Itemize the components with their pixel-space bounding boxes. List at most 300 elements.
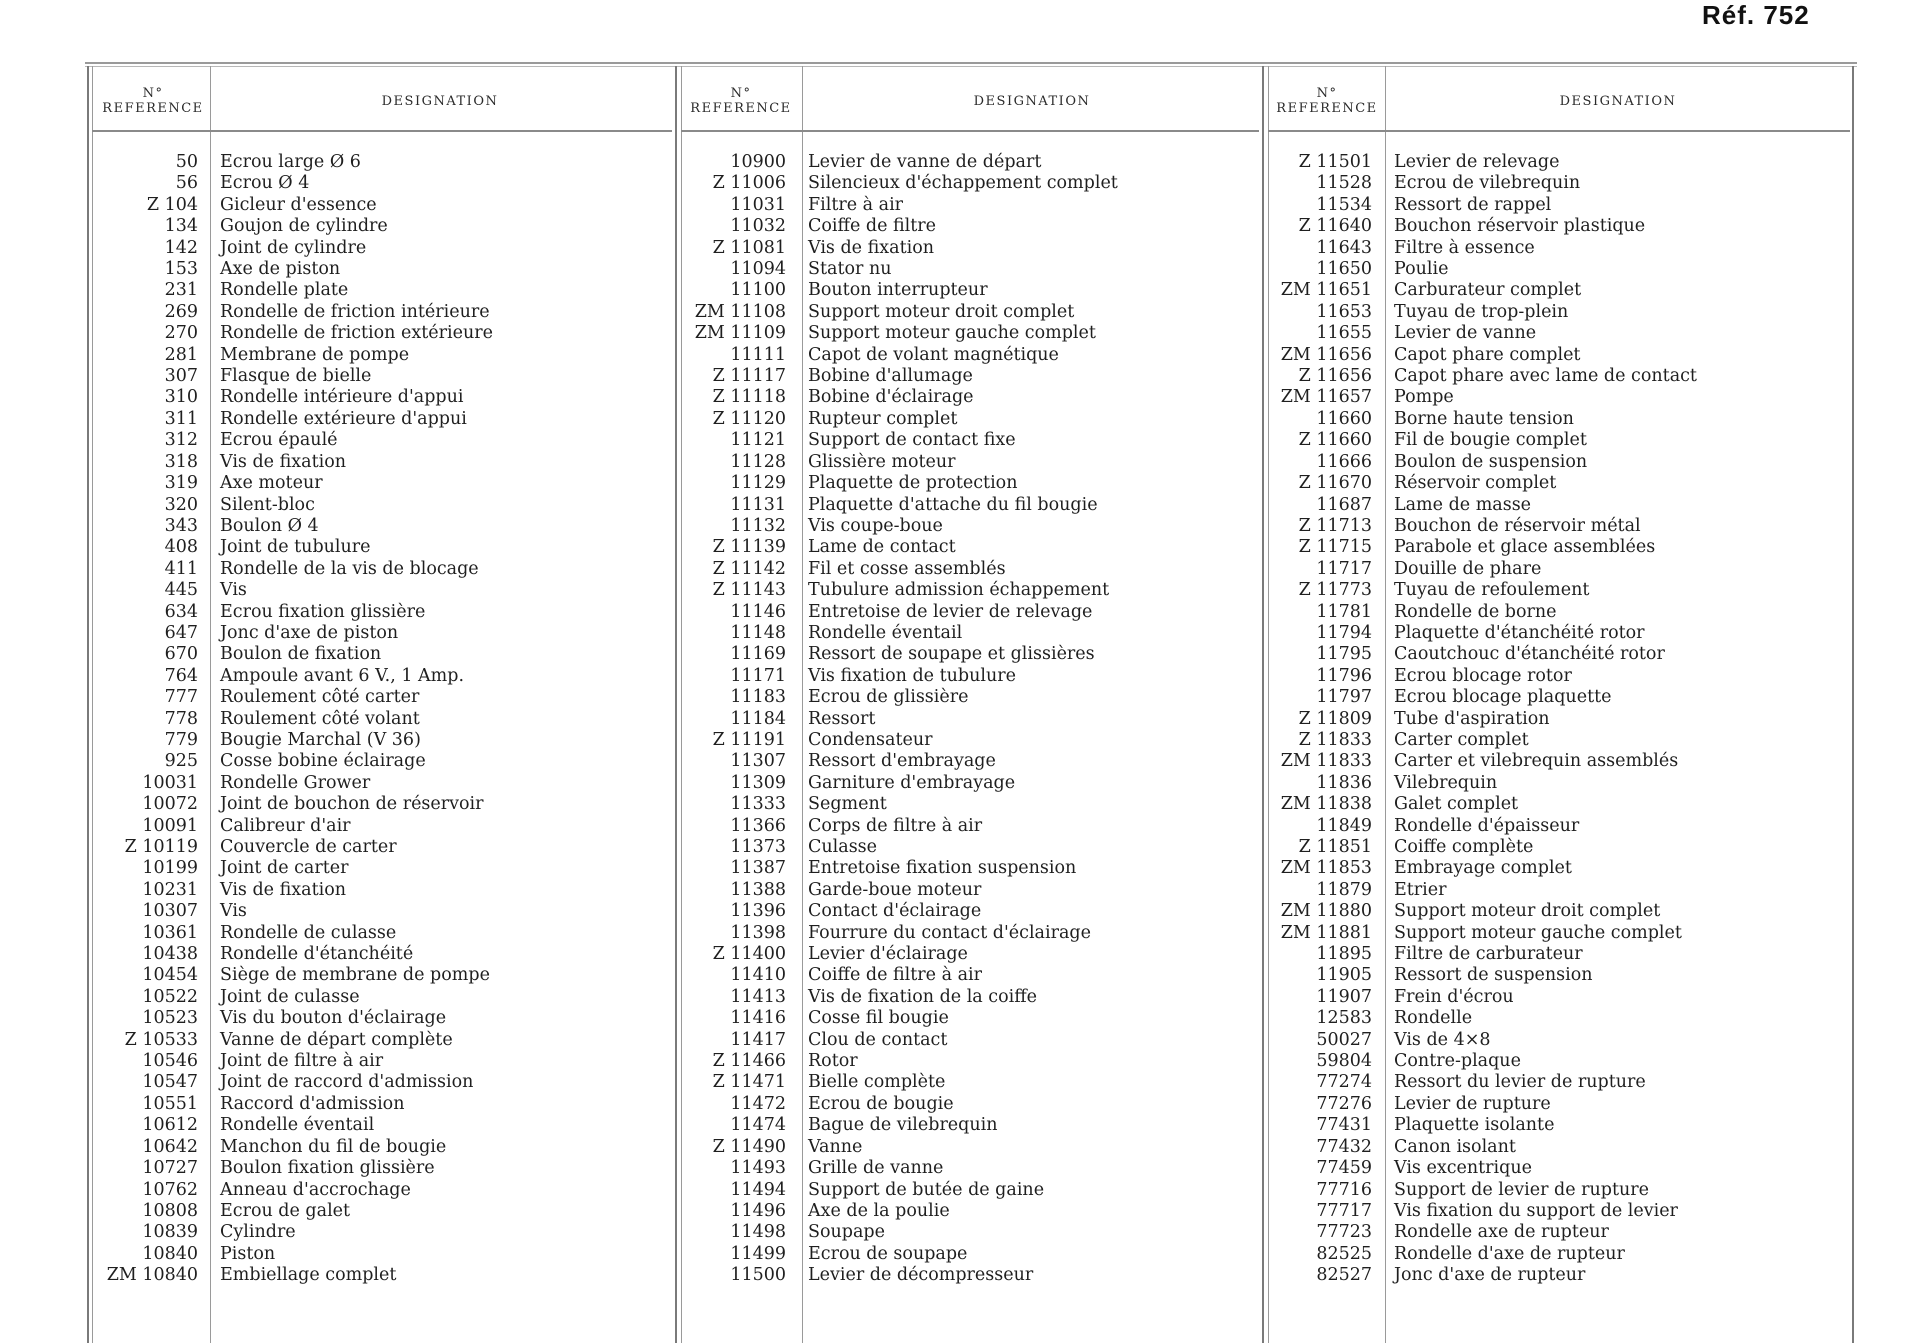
table-row	[666, 238, 1118, 259]
table-row	[666, 858, 1118, 879]
parts-column-1	[78, 152, 493, 1287]
part-designation: Plaquette d'étanchéité rotor	[1394, 622, 1645, 643]
table-row	[666, 430, 1118, 451]
part-designation: Rondelle plate	[220, 280, 349, 301]
table-row	[78, 987, 493, 1008]
part-designation: Bouchon réservoir plastique	[1394, 216, 1646, 237]
part-designation: Ecrou de galet	[220, 1200, 351, 1221]
table-row	[78, 1115, 493, 1136]
part-designation: Embiellage complet	[220, 1265, 397, 1286]
part-designation: Rondelle éventail	[808, 622, 963, 643]
part-reference: 11416	[730, 1008, 786, 1029]
part-designation: Poulie	[1394, 259, 1449, 280]
part-reference: 408	[164, 537, 198, 558]
part-designation: Ecrou blocage plaquette	[1394, 687, 1612, 708]
part-reference: 10612	[142, 1115, 198, 1136]
part-designation: Embrayage complet	[1394, 858, 1572, 879]
part-reference: 134	[164, 216, 198, 237]
frame-top-rule	[85, 62, 1857, 64]
part-designation: Boulon de suspension	[1394, 451, 1588, 472]
table-row	[78, 773, 493, 794]
parts-column-3	[1252, 152, 1697, 1287]
table-row	[666, 730, 1118, 751]
table-row	[1252, 1158, 1697, 1179]
part-reference: Z 11139	[712, 537, 786, 558]
part-designation: Vis coupe-boue	[808, 515, 943, 536]
table-row	[78, 1244, 493, 1265]
part-reference: 11687	[1316, 494, 1372, 515]
part-designation: Axe de piston	[220, 259, 341, 280]
table-row	[1252, 345, 1697, 366]
part-designation: Ecrou de vilebrequin	[1394, 173, 1581, 194]
part-reference: ZM 11853	[1280, 858, 1372, 879]
part-reference: 82525	[1316, 1243, 1372, 1264]
part-designation: Filtre de carburateur	[1394, 944, 1583, 965]
part-designation: Flasque de bielle	[220, 366, 372, 387]
part-reference: 11398	[730, 922, 786, 943]
table-row	[78, 302, 493, 323]
table-row	[666, 816, 1118, 837]
part-designation: Filtre à essence	[1394, 237, 1535, 258]
part-designation: Joint de tubulure	[220, 537, 371, 558]
table-row	[78, 1137, 493, 1158]
table-row	[78, 623, 493, 644]
table-row	[78, 430, 493, 451]
part-designation: Rondelle d'axe de rupteur	[1394, 1243, 1625, 1264]
part-reference: 11309	[730, 772, 786, 793]
part-designation: Plaquette isolante	[1394, 1115, 1555, 1136]
part-reference: Z 11117	[712, 366, 786, 387]
table-row	[1252, 495, 1697, 516]
part-designation: Stator nu	[808, 259, 892, 280]
part-designation: Levier de vanne	[1394, 323, 1537, 344]
part-reference: 11413	[730, 986, 786, 1007]
table-row	[666, 1030, 1118, 1051]
part-reference: 77459	[1316, 1158, 1372, 1179]
table-row	[78, 751, 493, 772]
part-reference: 11796	[1316, 665, 1372, 686]
page-reference: Réf. 752	[1702, 0, 1810, 30]
part-designation: Ecrou blocage rotor	[1394, 665, 1572, 686]
table-row	[78, 687, 493, 708]
part-reference: Z 11501	[1298, 152, 1372, 172]
table-row	[1252, 1030, 1697, 1051]
part-designation: Ecrou de bougie	[808, 1093, 954, 1114]
table-row	[666, 195, 1118, 216]
part-designation: Rondelle extérieure d'appui	[220, 408, 467, 429]
table-row	[1252, 837, 1697, 858]
part-designation: Rondelle d'épaisseur	[1394, 815, 1580, 836]
part-reference: 11410	[730, 965, 786, 986]
part-reference: 320	[164, 494, 198, 515]
table-row	[666, 666, 1118, 687]
part-reference: Z 11833	[1298, 729, 1372, 750]
part-reference: ZM 11657	[1280, 387, 1372, 408]
table-row	[1252, 323, 1697, 344]
table-row	[1252, 537, 1697, 558]
part-reference: Z 11656	[1298, 366, 1372, 387]
part-designation: Fil et cosse assemblés	[808, 558, 1006, 579]
table-row	[1252, 238, 1697, 259]
header-ref-number: N°	[730, 86, 752, 101]
part-designation: Capot phare avec lame de contact	[1394, 366, 1697, 387]
part-designation: Galet complet	[1394, 794, 1519, 815]
part-designation: Ecrou fixation glissière	[220, 601, 426, 622]
part-reference: 10551	[142, 1093, 198, 1114]
table-row	[78, 495, 493, 516]
part-reference: 11650	[1316, 259, 1372, 280]
part-reference: 11849	[1316, 815, 1372, 836]
part-reference: 10072	[142, 794, 198, 815]
part-reference: 11333	[730, 794, 786, 815]
table-row	[78, 1094, 493, 1115]
part-designation: Silencieux d'échappement complet	[808, 173, 1118, 194]
table-row	[78, 730, 493, 751]
part-designation: Fourrure du contact d'éclairage	[808, 922, 1091, 943]
part-designation: Cosse bobine éclairage	[220, 751, 426, 772]
part-designation: Roulement côté carter	[220, 687, 420, 708]
part-reference: ZM 11838	[1280, 794, 1372, 815]
table-row	[1252, 1180, 1697, 1201]
part-designation: Ressort de soupape et glissières	[808, 644, 1095, 665]
table-row	[666, 216, 1118, 237]
part-reference: 11500	[730, 1265, 786, 1286]
part-designation: Rondelle intérieure d'appui	[220, 387, 464, 408]
part-reference: 11534	[1316, 194, 1372, 215]
part-designation: Ressort	[808, 708, 876, 729]
part-designation: Piston	[220, 1243, 276, 1264]
part-designation: Ecrou épaulé	[220, 430, 338, 451]
part-designation: Coiffe de filtre	[808, 216, 937, 237]
table-row	[78, 452, 493, 473]
part-reference: 10522	[142, 986, 198, 1007]
part-designation: Siège de membrane de pompe	[220, 965, 490, 986]
part-reference: 11387	[730, 858, 786, 879]
part-designation: Carburateur complet	[1394, 280, 1582, 301]
table-row	[78, 644, 493, 665]
table-row	[666, 537, 1118, 558]
part-designation: Vanne	[808, 1136, 863, 1157]
part-reference: 778	[164, 708, 198, 729]
part-reference: 764	[164, 665, 198, 686]
part-reference: 10454	[142, 965, 198, 986]
part-reference: 231	[164, 280, 198, 301]
part-designation: Vis du bouton d'éclairage	[220, 1008, 447, 1029]
part-designation: Silent-bloc	[220, 494, 315, 515]
part-reference: Z 104	[146, 194, 198, 215]
part-designation: Ecrou Ø 4	[220, 173, 310, 194]
part-designation: Grille de vanne	[808, 1158, 944, 1179]
part-reference: 343	[164, 515, 198, 536]
part-reference: 142	[164, 237, 198, 258]
part-designation: Filtre à air	[808, 194, 904, 215]
part-designation: Ecrou de glissière	[808, 687, 969, 708]
table-row	[78, 580, 493, 601]
part-designation: Lame de masse	[1394, 494, 1532, 515]
part-designation: Vis excentrique	[1394, 1158, 1532, 1179]
part-designation: Vis fixation du support de levier	[1394, 1200, 1678, 1221]
part-reference: 77274	[1316, 1072, 1372, 1093]
part-designation: Pompe	[1394, 387, 1454, 408]
table-row	[1252, 602, 1697, 623]
table-row	[78, 901, 493, 922]
part-reference: Z 11143	[712, 580, 786, 601]
table-row	[1252, 880, 1697, 901]
table-row	[1252, 173, 1697, 194]
part-reference: 11388	[730, 879, 786, 900]
part-designation: Entretoise de levier de relevage	[808, 601, 1093, 622]
part-reference: 77431	[1316, 1115, 1372, 1136]
part-designation: Joint de filtre à air	[220, 1051, 384, 1072]
part-reference: 269	[164, 301, 198, 322]
part-reference: 59804	[1316, 1051, 1372, 1072]
part-reference: 312	[164, 430, 198, 451]
part-designation: Bielle complète	[808, 1072, 946, 1093]
part-designation: Tubulure admission échappement	[808, 580, 1110, 601]
table-row	[1252, 409, 1697, 430]
part-designation: Roulement côté volant	[220, 708, 420, 729]
table-row	[78, 195, 493, 216]
frame-top-rule-inner	[85, 66, 1857, 67]
header-reference	[686, 86, 796, 120]
part-reference: Z 11773	[1298, 580, 1372, 601]
table-row	[78, 816, 493, 837]
header-rule	[1268, 130, 1850, 132]
table-row	[666, 1180, 1118, 1201]
part-designation: Vanne de départ complète	[220, 1029, 453, 1050]
part-reference: Z 11660	[1298, 430, 1372, 451]
part-designation: Ressort d'embrayage	[808, 751, 996, 772]
part-reference: 11146	[730, 601, 786, 622]
part-designation: Calibreur d'air	[220, 815, 351, 836]
table-row	[1252, 730, 1697, 751]
table-row	[666, 1137, 1118, 1158]
table-row	[78, 216, 493, 237]
header-rule	[92, 130, 672, 132]
part-designation: Borne haute tension	[1394, 408, 1574, 429]
table-row	[666, 1094, 1118, 1115]
part-designation: Bobine d'allumage	[808, 366, 973, 387]
part-reference: Z 11006	[712, 173, 786, 194]
table-row	[666, 1072, 1118, 1093]
part-reference: 10642	[142, 1136, 198, 1157]
table-row	[1252, 387, 1697, 408]
part-reference: Z 11851	[1298, 837, 1372, 857]
table-row	[666, 1158, 1118, 1179]
part-reference: Z 11640	[1298, 216, 1372, 237]
part-reference: 11498	[730, 1222, 786, 1243]
table-row	[1252, 644, 1697, 665]
part-reference: 77716	[1316, 1179, 1372, 1200]
part-designation: Rondelle	[1394, 1008, 1473, 1029]
part-reference: 11307	[730, 751, 786, 772]
part-reference: 10307	[142, 901, 198, 922]
part-designation: Manchon du fil de bougie	[220, 1136, 447, 1157]
part-designation: Condensateur	[808, 729, 933, 750]
table-row	[1252, 302, 1697, 323]
part-reference: 11717	[1316, 558, 1372, 579]
part-reference: 10231	[142, 879, 198, 900]
table-row	[666, 687, 1118, 708]
part-reference: 11653	[1316, 301, 1372, 322]
table-row	[666, 709, 1118, 730]
table-row	[666, 1244, 1118, 1265]
table-row	[1252, 623, 1697, 644]
table-row	[78, 666, 493, 687]
part-designation: Rondelle éventail	[220, 1115, 375, 1136]
part-reference: 310	[164, 387, 198, 408]
part-reference: 11797	[1316, 687, 1372, 708]
part-reference: ZM 11109	[694, 323, 786, 344]
table-row	[78, 366, 493, 387]
part-designation: Corps de filtre à air	[808, 815, 983, 836]
part-designation: Caoutchouc d'étanchéité rotor	[1394, 644, 1665, 665]
part-reference: 11905	[1316, 965, 1372, 986]
part-designation: Vis	[220, 901, 247, 922]
table-row	[1252, 1201, 1697, 1222]
table-row	[666, 901, 1118, 922]
table-row	[78, 559, 493, 580]
part-reference: 10546	[142, 1051, 198, 1072]
table-row	[78, 259, 493, 280]
table-row	[1252, 901, 1697, 922]
part-reference: 11031	[730, 194, 786, 215]
part-designation: Ressort de suspension	[1394, 965, 1593, 986]
part-reference: 925	[164, 751, 198, 772]
part-reference: 11094	[730, 259, 786, 280]
part-reference: 11499	[730, 1243, 786, 1264]
table-row	[1252, 687, 1697, 708]
table-row	[1252, 1072, 1697, 1093]
table-row	[1252, 751, 1697, 772]
part-designation: Rondelle Grower	[220, 772, 371, 793]
part-reference: 11472	[730, 1093, 786, 1114]
part-reference: Z 11081	[712, 237, 786, 258]
table-row	[1252, 773, 1697, 794]
part-reference: 77432	[1316, 1136, 1372, 1157]
part-designation: Support de contact fixe	[808, 430, 1016, 451]
part-designation: Raccord d'admission	[220, 1093, 405, 1114]
part-reference: 10199	[142, 858, 198, 879]
part-reference: 11183	[730, 687, 786, 708]
part-designation: Gicleur d'essence	[220, 194, 377, 215]
table-row	[78, 473, 493, 494]
part-designation: Bouchon de réservoir métal	[1394, 515, 1641, 536]
part-designation: Segment	[808, 794, 887, 815]
table-row	[1252, 366, 1697, 387]
part-reference: 11660	[1316, 408, 1372, 429]
part-reference: 11128	[730, 451, 786, 472]
part-designation: Vis de fixation	[220, 451, 347, 472]
table-row	[1252, 794, 1697, 815]
part-reference: 779	[164, 729, 198, 750]
part-reference: 270	[164, 323, 198, 344]
part-designation: Contact d'éclairage	[808, 901, 982, 922]
part-designation: Levier de rupture	[1394, 1093, 1551, 1114]
part-designation: Bouton interrupteur	[808, 280, 988, 301]
part-designation: Plaquette de protection	[808, 473, 1018, 494]
header-designation: DESIGNATION	[381, 94, 499, 109]
table-row	[666, 323, 1118, 344]
table-row	[1252, 259, 1697, 280]
table-row	[666, 1222, 1118, 1243]
table-row	[78, 409, 493, 430]
part-designation: Rotor	[808, 1051, 858, 1072]
part-designation: Rondelle d'étanchéité	[220, 944, 414, 965]
part-reference: 11171	[730, 665, 786, 686]
table-row	[1252, 1244, 1697, 1265]
part-reference: 153	[164, 259, 198, 280]
header-ref-label: REFERENCE	[690, 101, 792, 116]
header-ref-label: REFERENCE	[1276, 101, 1378, 116]
part-reference: Z 11715	[1298, 537, 1372, 558]
part-designation: Ampoule avant 6 V., 1 Amp.	[220, 665, 465, 686]
part-reference: Z 11400	[712, 944, 786, 965]
table-row	[1252, 965, 1697, 986]
part-designation: Réservoir complet	[1394, 473, 1557, 494]
part-designation: Support moteur gauche complet	[1394, 922, 1682, 943]
column-rule	[1852, 66, 1854, 1343]
table-row	[666, 345, 1118, 366]
table-row	[1252, 195, 1697, 216]
part-designation: Capot phare complet	[1394, 344, 1581, 365]
table-row	[78, 152, 493, 173]
table-row	[1252, 580, 1697, 601]
part-designation: Bague de vilebrequin	[808, 1115, 998, 1136]
part-designation: Soupape	[808, 1222, 885, 1243]
part-designation: Support moteur droit complet	[808, 301, 1075, 322]
part-reference: Z 11120	[712, 408, 786, 429]
header-reference	[98, 86, 208, 120]
part-designation: Joint de carter	[220, 858, 349, 879]
part-reference: 82527	[1316, 1265, 1372, 1286]
table-row	[666, 944, 1118, 965]
part-designation: Levier de relevage	[1394, 152, 1560, 172]
table-row	[78, 1201, 493, 1222]
part-designation: Culasse	[808, 837, 878, 857]
part-reference: 777	[164, 687, 198, 708]
part-reference: Z 10119	[124, 837, 198, 857]
table-row	[666, 987, 1118, 1008]
part-reference: 11494	[730, 1179, 786, 1200]
table-row	[78, 837, 493, 858]
part-reference: 56	[175, 173, 198, 194]
part-reference: 10361	[142, 922, 198, 943]
part-designation: Clou de contact	[808, 1029, 948, 1050]
table-row	[78, 602, 493, 623]
table-row	[1252, 987, 1697, 1008]
part-designation: Cosse fil bougie	[808, 1008, 949, 1029]
part-designation: Bougie Marchal (V 36)	[220, 729, 421, 750]
table-row	[1252, 430, 1697, 451]
table-row	[78, 173, 493, 194]
part-designation: Tuyau de trop-plein	[1394, 301, 1569, 322]
part-reference: 11496	[730, 1200, 786, 1221]
part-reference: 11895	[1316, 944, 1372, 965]
part-reference: 11907	[1316, 986, 1372, 1007]
part-reference: 77723	[1316, 1222, 1372, 1243]
table-row	[666, 1115, 1118, 1136]
header-rule	[681, 130, 1259, 132]
part-designation: Rondelle de friction extérieure	[220, 323, 493, 344]
part-reference: 11131	[730, 494, 786, 515]
part-designation: Etrier	[1394, 879, 1447, 900]
part-designation: Support moteur droit complet	[1394, 901, 1661, 922]
table-row	[1252, 216, 1697, 237]
table-row	[666, 794, 1118, 815]
part-reference: 11417	[730, 1029, 786, 1050]
table-row	[666, 173, 1118, 194]
